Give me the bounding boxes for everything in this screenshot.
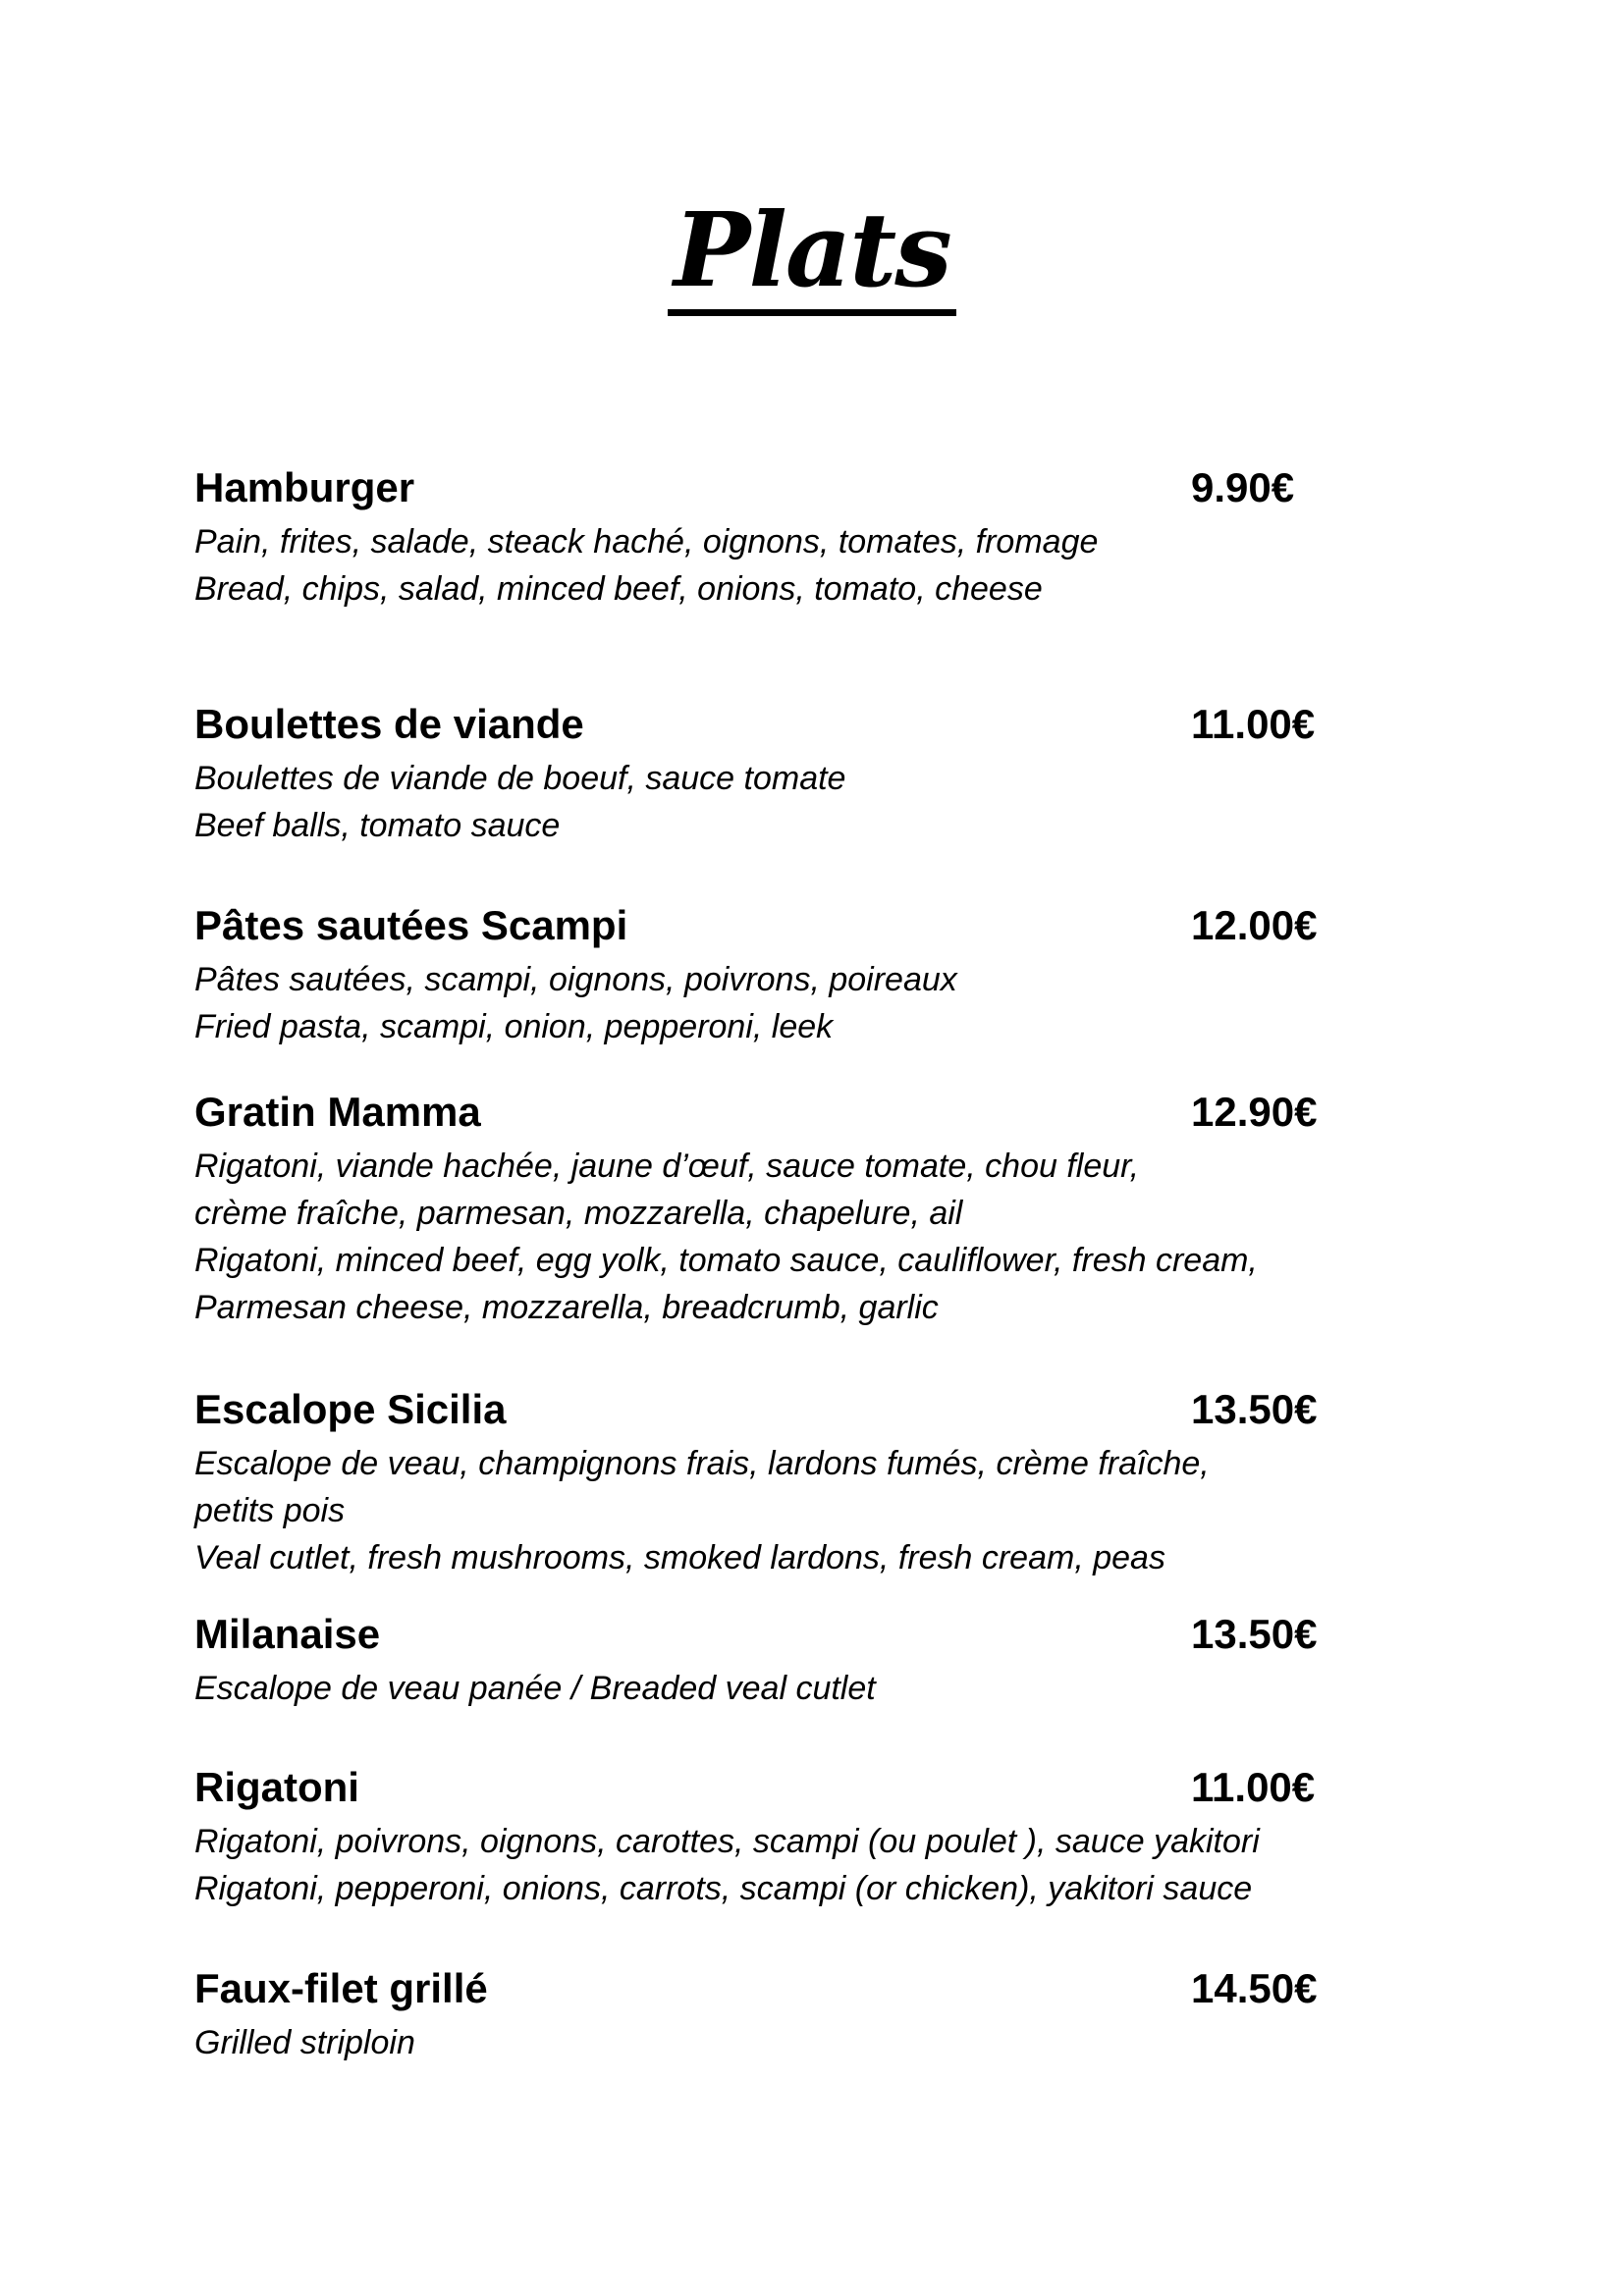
- item-name: Pâtes sautées Scampi: [194, 902, 628, 948]
- menu-item-gratin-mamma: [194, 1082, 1353, 1331]
- item-description-line: Bread, chips, salad, minced beef, onions, tomato, cheese: [194, 570, 1043, 608]
- item-name: Milanaise: [194, 1611, 381, 1657]
- menu-item-boulettes-de-viande: [194, 694, 1353, 849]
- menu-item-hamburger: [194, 457, 1353, 613]
- item-description-line: Pâtes sautées, scampi, oignons, poivrons, poireaux: [194, 961, 957, 998]
- item-name: Boulettes de viande: [194, 701, 584, 747]
- item-description-line: petits pois: [194, 1492, 346, 1529]
- item-description-line: Escalope de veau, champignons frais, lardons fumés, crème fraîche,: [194, 1445, 1210, 1482]
- item-price: 12.90€: [1191, 1089, 1318, 1135]
- item-name: Rigatoni: [194, 1764, 359, 1810]
- item-description-line: Rigatoni, pepperoni, onions, carrots, scampi (or chicken), yakitori sauce: [194, 1870, 1253, 1907]
- item-name: Hamburger: [194, 464, 415, 510]
- item-description-line: Fried pasta, scampi, onion, pepperoni, leek: [194, 1008, 834, 1045]
- item-price: 12.00€: [1191, 902, 1318, 948]
- item-name: Gratin Mamma: [194, 1089, 481, 1135]
- item-description-line: crème fraîche, parmesan, mozzarella, chapelure, ail: [194, 1195, 963, 1232]
- menu-item-escalope-sicilia: [194, 1379, 1353, 1581]
- item-price: 13.50€: [1191, 1611, 1318, 1657]
- item-price: 13.50€: [1191, 1386, 1318, 1432]
- item-description-line: Rigatoni, poivrons, oignons, carottes, scampi (ou poulet ), sauce yakitori: [194, 1823, 1260, 1860]
- page-title: [0, 191, 1624, 316]
- item-description-line: Rigatoni, minced beef, egg yolk, tomato sauce, cauliflower, fresh cream,: [194, 1242, 1258, 1279]
- menu-item-milanaise: [194, 1604, 1353, 1712]
- item-price: 11.00€: [1191, 701, 1316, 747]
- item-price: 9.90€: [1191, 464, 1295, 510]
- item-name: Faux-filet grillé: [194, 1965, 488, 2011]
- menu-item-rigatoni: [194, 1757, 1353, 1912]
- item-description-line: Boulettes de viande de boeuf, sauce tomate: [194, 760, 846, 797]
- item-description-line: Parmesan cheese, mozzarella, breadcrumb, garlic: [194, 1289, 939, 1326]
- item-description-line: Grilled striploin: [194, 2024, 415, 2061]
- item-description-line: Escalope de veau panée / Breaded veal cutlet: [194, 1670, 876, 1707]
- item-description-line: Rigatoni, viande hachée, jaune d’œuf, sauce tomate, chou fleur,: [194, 1148, 1140, 1185]
- item-price: 14.50€: [1191, 1965, 1318, 2011]
- item-description-line: Pain, frites, salade, steack haché, oignons, tomates, fromage: [194, 523, 1099, 561]
- item-description-line: Veal cutlet, fresh mushrooms, smoked lardons, fresh cream, peas: [194, 1539, 1165, 1576]
- page-title-text: Plats: [668, 195, 956, 316]
- item-description-line: Beef balls, tomato sauce: [194, 807, 561, 844]
- menu-item-pates-sautees-scampi: [194, 895, 1353, 1050]
- item-price: 11.00€: [1191, 1764, 1316, 1810]
- item-name: Escalope Sicilia: [194, 1386, 507, 1432]
- menu-item-faux-filet-grille: [194, 1958, 1353, 2066]
